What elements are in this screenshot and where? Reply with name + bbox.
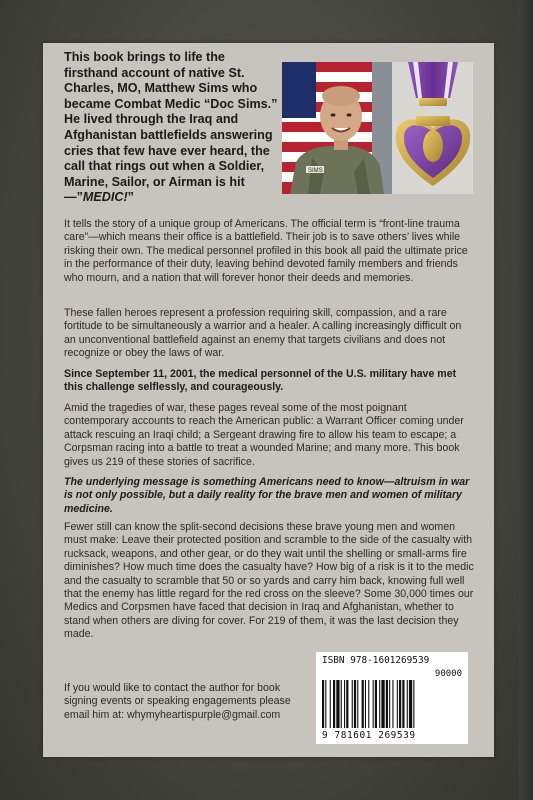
barcode-bar (409, 680, 412, 728)
barcode-bar (402, 680, 404, 728)
barcode-bar (381, 680, 384, 728)
author-photo-with-medal (282, 62, 473, 194)
paragraph-tragedies: Amid the tragedies of war, these pages reveal some of the most poignant contemporary accounts to reach the American public: a Warrant Officer coming under attack rescuing an Iraqi child; a Sergeant drawing fire to allow his team to escape; a Corpsman racing into a battle to treat a wounded Marine; and many more. This book gives us 219 of these stories of sacrifice. (64, 402, 464, 468)
cover-edge (519, 0, 533, 800)
barcode-bar (397, 680, 398, 728)
barcode-bar (330, 680, 331, 728)
barcode-bar (373, 680, 374, 728)
barcode-bar (346, 680, 348, 728)
barcode-bar (392, 680, 393, 728)
barcode-bar (368, 680, 369, 728)
barcode-bar (344, 680, 345, 728)
isbn-label: ISBN 978-1601269539 (322, 655, 430, 666)
paragraph-underlying-message: The underlying message is something Americans need to know—altruism in war is not only possible, but a daily reality for the brave men and women of military medicine. (64, 476, 470, 515)
barcode-bar (357, 680, 358, 728)
ean-digits: 9 781601 269539 (322, 730, 416, 741)
barcode-bar (379, 680, 380, 728)
barcode-bar (352, 680, 353, 728)
barcode-bar (365, 680, 366, 728)
medic-word: MEDIC! (82, 190, 128, 205)
paragraph-front-line: It tells the story of a unique group of Americans. The official term is “front-line trauma care”—which means their office is a battlefield. Their job is to save others’ lives while risking their own. The medical personnel profiled in this book all paid the ultimate price in the performance of their duty, leaving behind devoted family members and friends who mourn, and a nation that will forever honor their deeds and memories. (64, 218, 468, 284)
barcode-bar (413, 680, 414, 728)
barcode-bar (389, 680, 390, 728)
name-tape: SIMS (308, 168, 323, 174)
barcode-bar (407, 680, 408, 728)
barcode-bars (322, 680, 462, 728)
author-contact: If you would like to contact the author for book signing events or speaking engagements please email him at: whymyheartispurple@gmail.com (64, 682, 291, 721)
barcode-bar (336, 680, 339, 728)
barcode-bar (375, 680, 377, 728)
paragraph-fallen-heroes: These fallen heroes represent a profession requiring skill, compassion, and a rare fortitude to be simultaneously a warrior and a healer. A calling increasingly difficult on an unconventional battlefield against an enemy that targets civilians and does not recognize or obey the laws of war. (64, 307, 462, 360)
purple-heart-medal (392, 62, 473, 194)
barcode-bar (362, 680, 364, 728)
paragraph-since-911: Since September 11, 2001, the medical personnel of the U.S. military have met this challenge selflessly, and courageously. (64, 368, 457, 394)
isbn-barcode (316, 652, 468, 744)
barcode-bar (341, 680, 342, 728)
barcode-bar (333, 680, 335, 728)
intro-blurb: This book brings to life the firsthand account of native St. Charles, MO, Matthew Sims who became Combat Medic “Doc Sims.” He lived through the Iraq and Afghanistan battlefields answering cries that few have ever heard, the call that rings out when a Soldier, Marine, Sailor, or Airman is hit—”MEDIC!” (64, 50, 278, 205)
paragraph-decisions: Fewer still can know the split-second decisions these brave young men and women must make: Leave their protected position and scramble to the side of the casualty with rucksack, weapons, and other gear, or do they wait until the shelling or small-arms fire diminishes? How much time does the casualty have? How big of a risk is it to the medic and the casualty to scramble that 50 or so yards and carry him back, knowing full well that the enemy has little regard for the red cross on the sleeve? Some 30,000 times our Medics and Corpsmen have faced that decision in Iraq and Afghanistan, whether to stand when others are diving for cover. For 219 of them, it was the last decision they made. (64, 521, 474, 641)
barcode-bar (386, 680, 388, 728)
barcode-bar (322, 680, 324, 728)
price-code: 90000 (434, 669, 462, 679)
barcode-bar (325, 680, 326, 728)
barcode-bar (354, 680, 356, 728)
barcode-bar (399, 680, 401, 728)
